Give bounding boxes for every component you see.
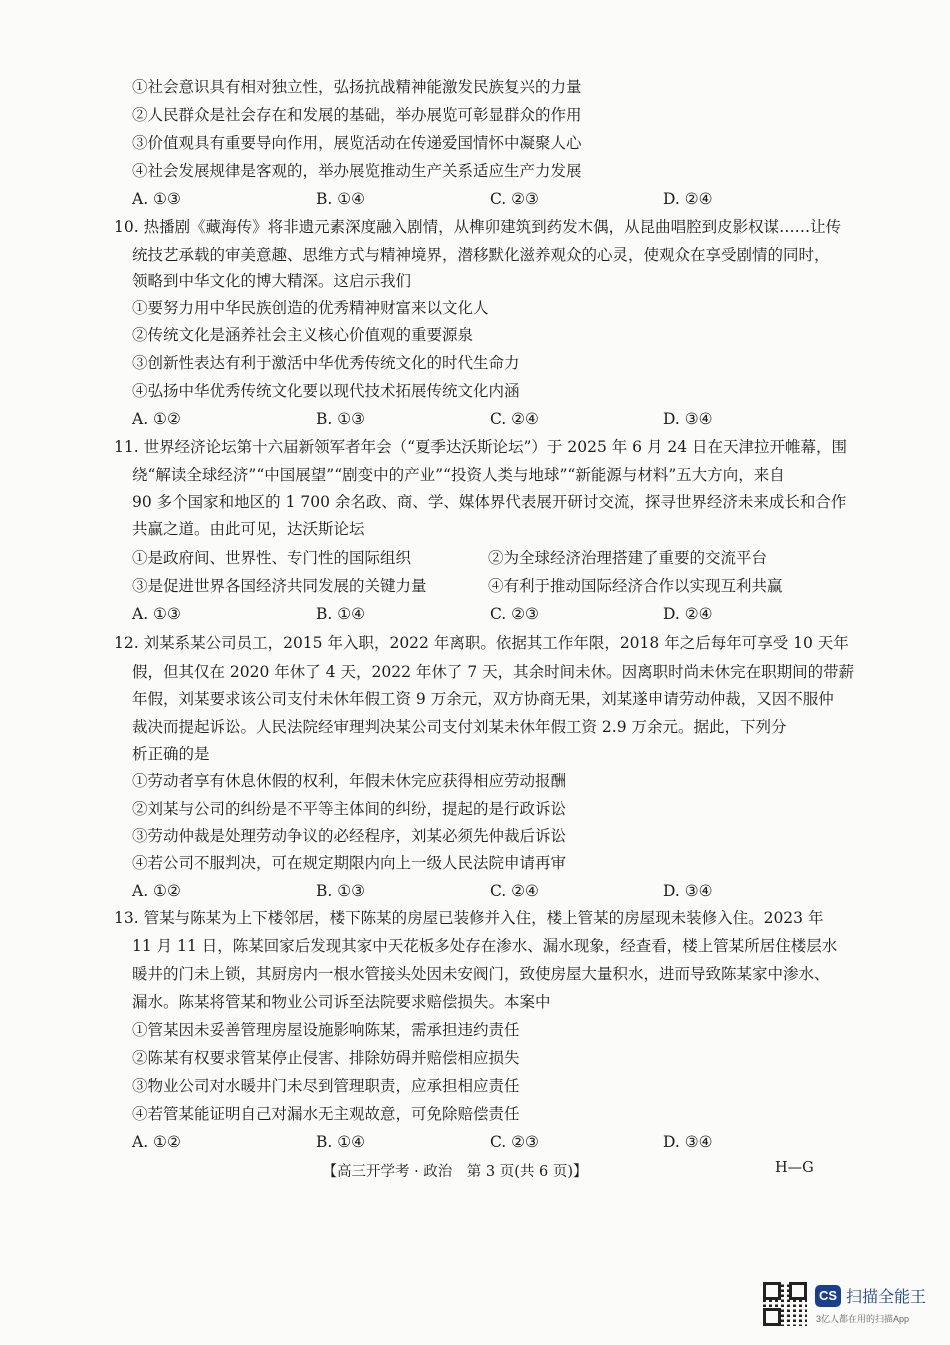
q11-item: ②为全球经济治理搭建了重要的交流平台: [488, 549, 768, 567]
q9-option: D. ②④: [663, 190, 713, 208]
q13-item: ③物业公司对水暖井门未尽到管理职责，应承担相应责任: [132, 1077, 520, 1095]
q12-stem: 年假，刘某要求该公司支付未休年假工资 9 万余元，双方协商无果，刘某遂申请劳动仲裁，又因不服仲: [132, 690, 834, 708]
q12-item: ①劳动者享有休息休假的权利，年假未休完应获得相应劳动报酬: [132, 772, 567, 790]
q12-option: D. ③④: [663, 882, 713, 900]
q13-item: ④若管某能证明自己对漏水无主观故意，可免除赔偿责任: [132, 1105, 520, 1123]
q10-stem: 统技艺承载的审美意趣、思维方式与精神境界，潜移默化滋养观众的心灵，使观众在享受剧情的同时，: [132, 246, 830, 264]
q11-item: ①是政府间、世界性、专门性的国际组织: [132, 549, 412, 567]
q13-stem: 11 月 11 日，陈某回家后发现其家中天花板多处存在渗水、漏水现象，经查看，楼上管某所居住楼层水: [132, 937, 838, 955]
page-footer-title: 【高三开学考 · 政治 第 3 页(共 6 页)】: [322, 1164, 588, 1180]
q13-option: C. ②③: [490, 1133, 539, 1151]
q9-item: ④社会发展规律是客观的，举办展览推动生产关系适应生产力发展: [132, 162, 582, 180]
q11-item: ④有利于推动国际经济合作以实现互利共赢: [488, 577, 783, 595]
q11-option: D. ②④: [663, 605, 713, 623]
q9-item: ①社会意识具有相对独立性，弘扬抗战精神能激发民族复兴的力量: [132, 78, 582, 96]
q12-stem: 析正确的是: [132, 745, 210, 763]
q10-option: A. ①②: [132, 410, 181, 428]
q10-option: B. ①③: [316, 410, 366, 428]
q13-stem: 暖井的门未上锁，其厨房内一根水管接头处因未安阀门，致使房屋大量积水，进而导致陈某家中渗水、: [132, 965, 830, 983]
q13-stem: 漏水。陈某将管某和物业公司诉至法院要求赔偿损失。本案中: [132, 993, 551, 1011]
q10-stem: 10. 热播剧《藏海传》将非遗元素深度融入剧情，从榫卯建筑到药发木偶，从昆曲唱腔到皮影权谋……让传: [114, 218, 842, 236]
q11-item: ③是促进世界各国经济共同发展的关键力量: [132, 577, 427, 595]
q11-option: B. ①④: [316, 605, 366, 623]
q13-option: D. ③④: [663, 1133, 713, 1151]
q12-option: A. ①②: [132, 882, 181, 900]
q12-item: ③劳动仲裁是处理劳动争议的必经程序，刘某必须先仲裁后诉讼: [132, 827, 567, 845]
q13-stem: 13. 管某与陈某为上下楼邻居，楼下陈某的房屋已装修并入住，楼上管某的房屋现未装修入住。2023 年: [114, 909, 824, 927]
q9-option: B. ①④: [316, 190, 366, 208]
q13-item: ②陈某有权要求管某停止侵害、排除妨碍并赔偿相应损失: [132, 1049, 520, 1067]
q10-option: C. ②④: [490, 410, 539, 428]
q9-item: ③价值观具有重要导向作用，展览活动在传递爱国情怀中凝聚人心: [132, 134, 582, 152]
paper-code: H—G: [775, 1160, 814, 1176]
q9-option: C. ②③: [490, 190, 539, 208]
q12-stem: 假，但其仅在 2020 年休了 4 天，2022 年休了 7 天，其余时间未休。因离职时尚未休完在职期间的带薪: [132, 663, 855, 681]
q12-option: C. ②④: [490, 882, 539, 900]
q12-stem: 裁决而提起诉讼。人民法院经审理判决某公司支付刘某未休年假工资 2.9 万余元。据此，下列分: [132, 718, 787, 736]
q11-stem: 共赢之道。由此可见，达沃斯论坛: [132, 520, 365, 538]
q12-item: ②刘某与公司的纠纷是不平等主体间的纠纷，提起的是行政诉讼: [132, 800, 567, 818]
q13-option: A. ①②: [132, 1133, 181, 1151]
q11-stem: 绕“解读全球经济”“中国展望”“剧变中的产业”“投资人类与地球”“新能源与材料”五大方向，来自: [132, 466, 785, 484]
q10-item: ①要努力用中华民族创造的优秀精神财富来以文化人: [132, 299, 489, 317]
q12-item: ④若公司不服判决，可在规定期限内向上一级人民法院申请再审: [132, 854, 567, 872]
q11-option: A. ①③: [132, 605, 181, 623]
camscanner-tagline: 3亿人都在用的扫描App: [816, 1314, 910, 1324]
q10-option: D. ③④: [663, 410, 713, 428]
camscanner-logo: CS: [815, 1285, 841, 1307]
q10-stem: 领略到中华文化的博大精深。这启示我们: [132, 272, 412, 290]
camscanner-name: 扫描全能王: [846, 1289, 927, 1306]
q10-item: ②传统文化是涵养社会主义核心价值观的重要源泉: [132, 326, 474, 344]
q12-stem: 12. 刘某系某公司员工，2015 年入职，2022 年离职。依据其工作年限，2018 年之后每年可享受 10 天年: [114, 634, 849, 652]
q11-option: C. ②③: [490, 605, 539, 623]
q11-stem: 11. 世界经济论坛第十六届新领军者年会（“夏季达沃斯论坛”）于 2025 年 6 月 24 日在天津拉开帷幕，围: [114, 438, 848, 456]
q10-item: ③创新性表达有利于激活中华优秀传统文化的时代生命力: [132, 354, 520, 372]
q11-stem: 90 多个国家和地区的 1 700 余名政、商、学、媒体界代表展开研讨交流，探寻世界经济未来成长和合作: [132, 493, 847, 511]
q9-option: A. ①③: [132, 190, 181, 208]
q10-item: ④弘扬中华优秀传统文化要以现代技术拓展传统文化内涵: [132, 382, 520, 400]
q9-item: ②人民群众是社会存在和发展的基础，举办展览可彰显群众的作用: [132, 106, 582, 124]
q13-item: ①管某因未妥善管理房屋设施影响陈某，需承担违约责任: [132, 1021, 520, 1039]
q13-option: B. ①④: [316, 1133, 366, 1151]
q12-option: B. ①③: [316, 882, 366, 900]
qr-code-icon: [763, 1282, 807, 1326]
